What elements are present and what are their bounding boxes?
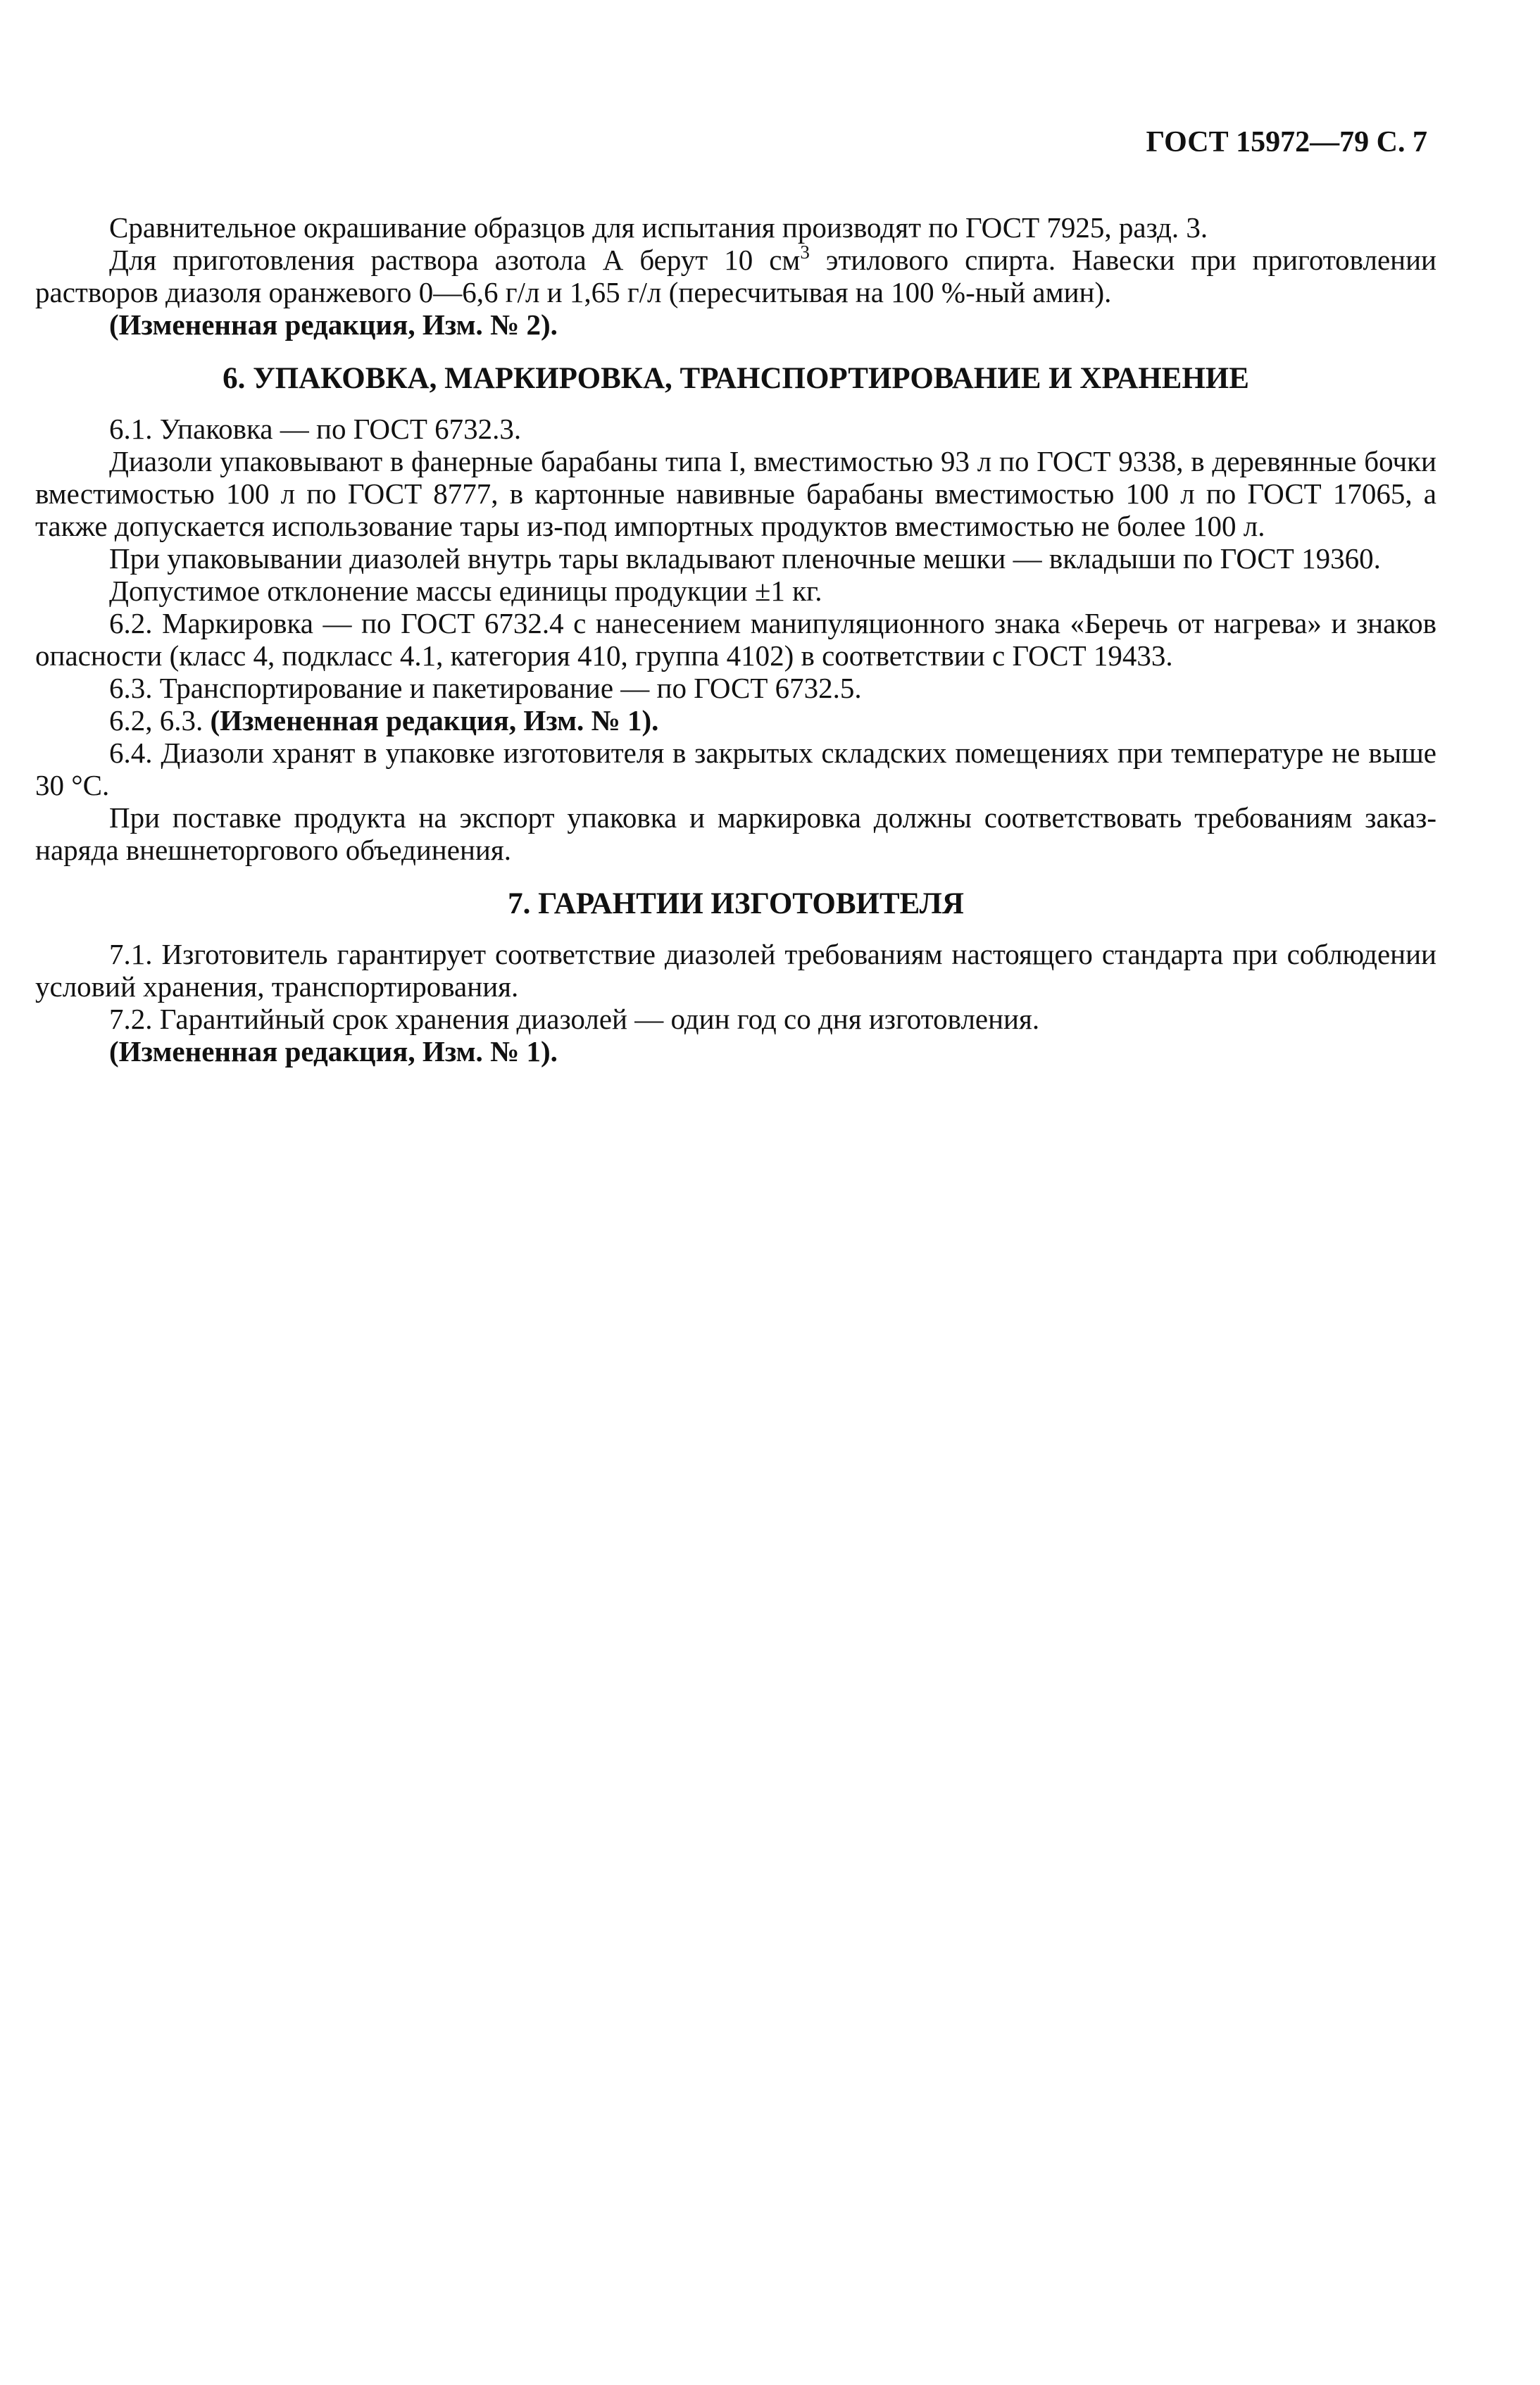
intro-paragraph-2-text-b: этилового спирта. Навески при приготовлении растворов диазоля оранжевого 0—6,6 г/л и 1,65 г/л (пересчитывая на 100 %-ный амин). (35, 244, 1436, 308)
export-paragraph: При поставке продукта на экспорт упаковка и маркировка должны соответствовать требованиям заказ-наряда внешнеторгового объединения. (35, 801, 1436, 866)
amendment-6-2-6-3 (35, 704, 1436, 737)
section-6-title: 6. УПАКОВКА, МАРКИРОВКА, ТРАНСПОРТИРОВАНИЕ И ХРАНЕНИЕ (223, 362, 1249, 395)
section-7-title: 7. ГАРАНТИИ ИЗГОТОВИТЕЛЯ (508, 887, 964, 920)
clause-6-1: 6.1. Упаковка — по ГОСТ 6732.3. (109, 413, 522, 445)
amendment-note-1: (Измененная редакция, Изм. № 1). (109, 1035, 558, 1068)
clause-7-2: 7.2. Гарантийный срок хранения диазолей — один год со дня изготовления. (109, 1003, 1040, 1035)
amendment-note-2: (Измененная редакция, Изм. № 2). (109, 308, 558, 341)
liner-bags-paragraph: При упаковывании диазолей внутрь тары вкладывают пленочные мешки — вкладыши по ГОСТ 19360. (109, 542, 1381, 575)
packaging-paragraph: Диазоли упаковывают в фанерные барабаны типа I, вместимостью 93 л по ГОСТ 9338, в деревянные бочки вместимостью 100 л по ГОСТ 8777, в картонные навивные барабаны вместимостью 100 л по ГОСТ 17065, а также допускается использование тары из-под импортных продуктов вместимостью не более 100 л. (35, 445, 1436, 542)
intro-paragraph-2 (35, 244, 1436, 308)
amendment-6-2-6-3-note: (Измененная редакция, Изм. № 1). (210, 704, 659, 737)
running-header: ГОСТ 15972—79 С. 7 (1146, 126, 1427, 158)
intro-paragraph-2-text-a: Для приготовления раствора азотола А берут 10 см (109, 244, 801, 276)
document-body (35, 211, 1436, 1068)
clause-6-2: 6.2. Маркировка — по ГОСТ 6732.4 с нанесением манипуляционного знака «Беречь от нагрева» и знаков опасности (класс 4, подкласс 4.1, категория 410, группа 4102) в соответствии с ГОСТ 19433. (35, 607, 1436, 672)
mass-tolerance-paragraph: Допустимое отклонение массы единицы продукции ±1 кг. (109, 575, 822, 607)
intro-paragraph-1: Сравнительное окрашивание образцов для испытания производят по ГОСТ 7925, разд. 3. (109, 211, 1208, 244)
clause-7-1: 7.1. Изготовитель гарантирует соответствие диазолей требованиям настоящего стандарта при соблюдении условий хранения, транспортирования. (35, 938, 1436, 1003)
superscript-cubic: 3 (800, 242, 810, 263)
amendment-6-2-6-3-prefix: 6.2, 6.3. (109, 704, 211, 737)
clause-6-3: 6.3. Транспортирование и пакетирование — по ГОСТ 6732.5. (109, 672, 862, 704)
clause-6-4: 6.4. Диазоли хранят в упаковке изготовителя в закрытых складских помещениях при температуре не выше 30 °С. (35, 737, 1436, 801)
